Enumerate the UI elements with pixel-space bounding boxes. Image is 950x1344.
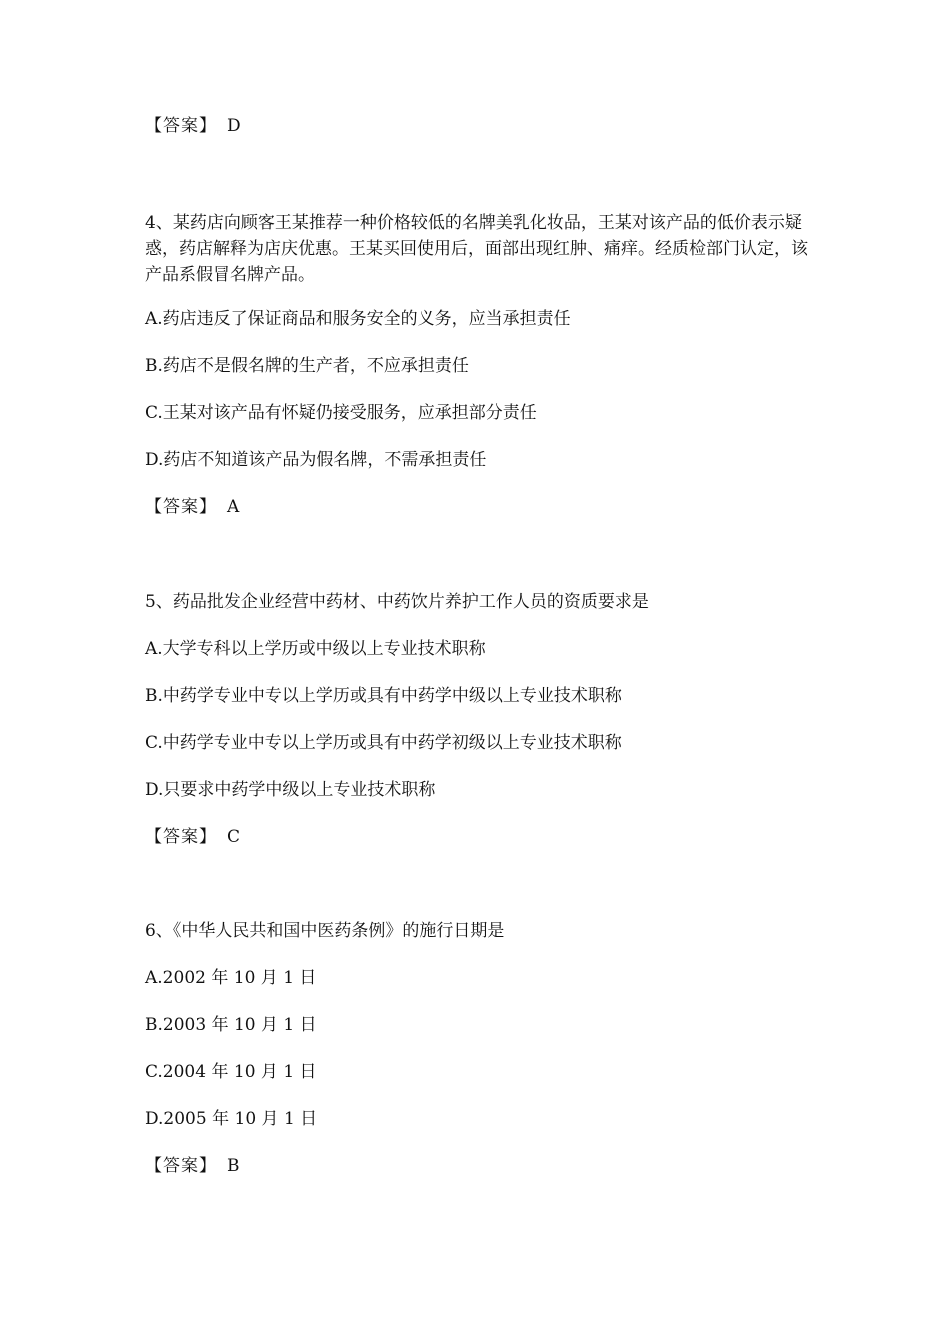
option-d: D.2005 年 10 月 1 日 bbox=[145, 1109, 318, 1129]
option-b: B.药店不是假名牌的生产者，不应承担责任 bbox=[145, 356, 469, 376]
option-a: A.2002 年 10 月 1 日 bbox=[145, 968, 317, 988]
option-c: C.王某对该产品有怀疑仍接受服务，应承担部分责任 bbox=[145, 403, 537, 423]
answer-label: 【答案】 bbox=[145, 1156, 217, 1176]
answer-value: D bbox=[227, 116, 241, 136]
option-c: C.2004 年 10 月 1 日 bbox=[145, 1062, 317, 1082]
option-d: D.只要求中药学中级以上专业技术职称 bbox=[145, 780, 436, 800]
answer-line bbox=[145, 1156, 240, 1176]
answer-value: A bbox=[227, 497, 240, 517]
answer-label: 【答案】 bbox=[145, 497, 217, 517]
answer-label: 【答案】 bbox=[145, 827, 217, 847]
option-a: A.大学专科以上学历或中级以上专业技术职称 bbox=[145, 639, 486, 659]
question-stem: 5、药品批发企业经营中药材、中药饮片养护工作人员的资质要求是 bbox=[145, 592, 649, 612]
answer-value: B bbox=[227, 1156, 240, 1176]
answer-line bbox=[145, 827, 240, 847]
answer-label: 【答案】 bbox=[145, 116, 217, 136]
answer-line bbox=[145, 497, 239, 517]
question-stem: 6、《中华人民共和国中医药条例》的施行日期是 bbox=[145, 921, 505, 941]
option-a: A.药店违反了保证商品和服务安全的义务，应当承担责任 bbox=[145, 309, 571, 329]
option-b: B.中药学专业中专以上学历或具有中药学中级以上专业技术职称 bbox=[145, 686, 622, 706]
option-d: D.药店不知道该产品为假名牌，不需承担责任 bbox=[145, 450, 487, 470]
option-c: C.中药学专业中专以上学历或具有中药学初级以上专业技术职称 bbox=[145, 733, 622, 753]
question-stem: 4、某药店向顾客王某推荐一种价格较低的名牌美乳化妆品，王某对该产品的低价表示疑惑，药店解释为店庆优惠。王某买回使用后，面部出现红肿、痛痒。经质检部门认定，该产品系假冒名牌产品。 bbox=[145, 213, 808, 285]
answer-line bbox=[145, 116, 241, 136]
option-b: B.2003 年 10 月 1 日 bbox=[145, 1015, 317, 1035]
answer-value: C bbox=[227, 827, 241, 847]
